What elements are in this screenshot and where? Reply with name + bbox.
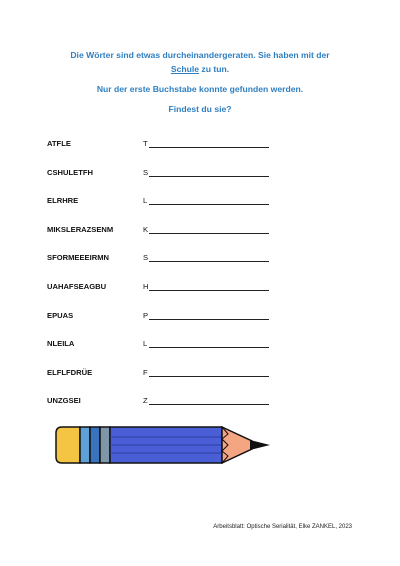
answer-field[interactable] <box>143 282 269 291</box>
instruction-text: Die Wörter sind etwas durcheinandergeraten. Sie haben mit der <box>70 50 330 60</box>
answer-field[interactable] <box>143 396 269 405</box>
scrambled-word: EPUAS <box>47 310 74 320</box>
word-row <box>47 339 287 368</box>
answer-field[interactable] <box>143 225 269 234</box>
word-row <box>47 196 287 225</box>
answer-line <box>149 261 269 262</box>
footer-credit: Arbeitsblatt: Optische Serialität, Elke ZANKEL, 2023 <box>213 524 352 530</box>
scrambled-word: UNZGSEI <box>47 396 81 406</box>
instructions <box>30 48 370 116</box>
answer-field[interactable] <box>143 253 269 262</box>
scrambled-word: CSHULETFH <box>47 167 93 177</box>
answer-line <box>149 347 269 348</box>
scrambled-word: SFORMEEEIRMN <box>47 253 110 263</box>
scrambled-word: NLEILA <box>47 339 75 349</box>
answer-field[interactable] <box>143 139 269 148</box>
scrambled-word: UAHAFSEAGBU <box>47 281 107 291</box>
first-letter: H <box>143 281 149 291</box>
scrambled-word: MIKSLERAZSENM <box>47 224 114 234</box>
scrambled-word: ELRHRE <box>47 196 79 206</box>
instruction-line-1 <box>30 48 370 76</box>
scrambled-word: ATFLE <box>47 139 71 148</box>
first-letter: T <box>143 139 148 148</box>
scrambled-word: ELFLFDRÜE <box>47 367 93 377</box>
highlight-word: Schule <box>170 64 200 74</box>
word-row <box>47 396 287 425</box>
answer-line <box>149 404 269 405</box>
answer-line <box>149 147 269 148</box>
pencil-illustration <box>54 425 272 465</box>
word-row <box>47 139 287 168</box>
answer-field[interactable] <box>143 168 269 177</box>
answer-field[interactable] <box>143 311 269 320</box>
answer-line <box>149 319 269 320</box>
instruction-line-3: Findest du sie? <box>168 104 232 114</box>
answer-line <box>149 233 269 234</box>
first-letter: S <box>143 253 149 263</box>
word-row <box>47 368 287 397</box>
instruction-line-2: Nur der erste Buchstabe konnte gefunden werden. <box>96 84 304 94</box>
word-row <box>47 282 287 311</box>
word-row <box>47 225 287 254</box>
word-row <box>47 168 287 197</box>
answer-field[interactable] <box>143 368 269 377</box>
first-letter: L <box>143 339 148 349</box>
word-list <box>47 139 287 425</box>
word-row <box>47 311 287 340</box>
answer-line <box>149 204 269 205</box>
first-letter: L <box>143 196 148 206</box>
answer-line <box>149 376 269 377</box>
word-row <box>47 253 287 282</box>
answer-field[interactable] <box>143 196 269 205</box>
answer-line <box>149 176 269 177</box>
answer-field[interactable] <box>143 339 269 348</box>
first-letter: F <box>143 367 148 377</box>
instruction-text-end: zu tun. <box>199 64 230 74</box>
first-letter: S <box>143 167 149 177</box>
first-letter: K <box>143 224 149 234</box>
answer-line <box>149 290 269 291</box>
first-letter: Z <box>143 396 148 406</box>
first-letter: P <box>143 310 149 320</box>
